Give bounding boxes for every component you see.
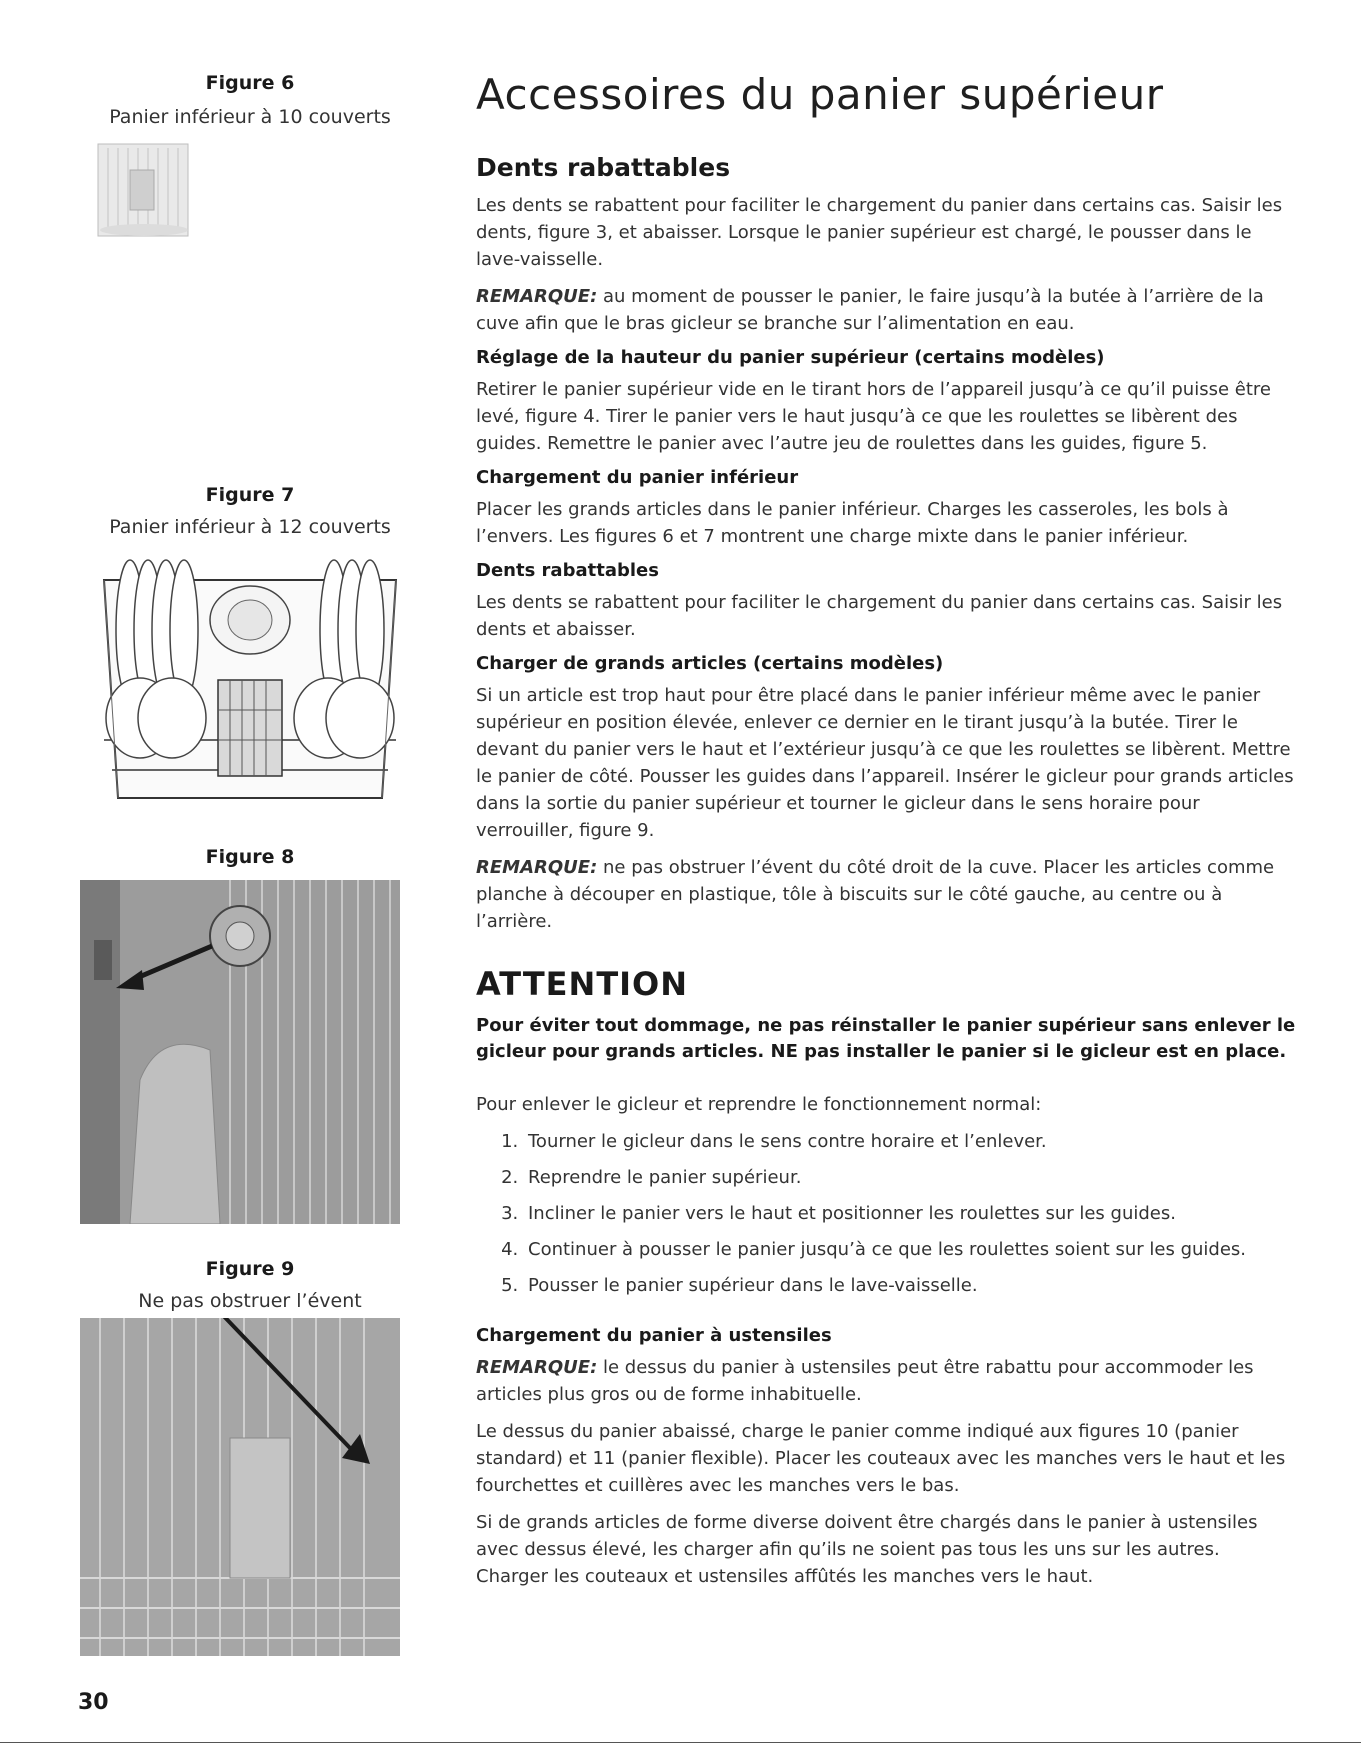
- remarque-paragraph: [476, 1354, 1296, 1408]
- remarque-label: REMARQUE:: [476, 857, 598, 878]
- remarque-paragraph: [476, 283, 1296, 337]
- figure-6-image: [96, 140, 192, 240]
- list-item: 5. Pousser le panier supérieur dans le lave-vaisselle.: [524, 1272, 1296, 1299]
- attention-warning: Pour éviter tout dommage, ne pas réinstaller le panier supérieur sans enlever le gicleur pour grands articles. NE pas installer le panier si le gicleur est en place.: [476, 1015, 1296, 1062]
- paragraph: Si un article est trop haut pour être placé dans le panier inférieur même avec le panier supérieur en position élevée, enlever ce dernier en le tirant jusqu’à la butée. Tirer le devant du panier vers le haut et l’extérieur jusqu’à ce que les roulettes se libèrent. Mettre le panier de côté. Pousser les guides dans l’appareil. Insérer le gicleur pour grands articles dans la sortie du panier supérieur et tourner le gicleur dans le sens horaire pour verrouiller, figure 9.: [476, 685, 1294, 841]
- remarque-label: REMARQUE:: [476, 1357, 598, 1378]
- figure-9-caption: Ne pas obstruer l’évent: [138, 1290, 362, 1312]
- paragraph: Les dents se rabattent pour faciliter le chargement du panier dans certains cas. Saisir les dents, figure 3, et abaisser. Lorsque le panier supérieur est chargé, le pousser dans le lave-vaisselle.: [476, 195, 1283, 270]
- figure-9-title: Figure 9: [205, 1258, 295, 1280]
- list-item: 3. Incliner le panier vers le haut et positionner les roulettes sur les guides.: [524, 1200, 1296, 1227]
- paragraph: Si de grands articles de forme diverse doivent être chargés dans le panier à ustensiles avec dessus élevé, les charger afin qu’ils ne soient pas tous les uns sur les autres. Charger les couteaux et ustensiles affûtés les manches vers le haut.: [476, 1512, 1258, 1587]
- remarque-label: REMARQUE:: [476, 286, 598, 307]
- list-item: 4. Continuer à pousser le panier jusqu’à ce que les roulettes soient sur les guides.: [524, 1236, 1296, 1263]
- page-title: Accessoires du panier supérieur: [476, 70, 1164, 119]
- page-number: 30: [78, 1690, 109, 1715]
- section-heading-chargement-panier-inferieur: Chargement du panier inférieur: [476, 467, 799, 488]
- section-heading-dents-rabattables-2: Dents rabattables: [476, 560, 659, 581]
- steps-list: [476, 1128, 1296, 1299]
- section-heading-panier-ustensiles: Chargement du panier à ustensiles: [476, 1325, 832, 1346]
- list-item: 1. Tourner le gicleur dans le sens contre horaire et l’enlever.: [524, 1128, 1296, 1155]
- section-heading-dents-rabattables: Dents rabattables: [476, 153, 731, 182]
- steps-intro: Pour enlever le gicleur et reprendre le fonctionnement normal:: [476, 1094, 1042, 1115]
- figure-9-image: [80, 1318, 400, 1656]
- remarque-text: le dessus du panier à ustensiles peut être rabattu pour accommoder les articles plus gros ou de forme inhabituelle.: [476, 1357, 1254, 1405]
- paragraph: Retirer le panier supérieur vide en le tirant hors de l’appareil jusqu’à ce qu’il puisse être levé, figure 4. Tirer le panier vers le haut jusqu’à ce que les roulettes se libèrent des guides. Remettre le panier avec l’autre jeu de roulettes dans les guides, figure 5.: [476, 379, 1271, 454]
- figure-7-caption: Panier inférieur à 12 couverts: [109, 516, 391, 538]
- remarque-paragraph: [476, 854, 1296, 935]
- figure-6-caption: Panier inférieur à 10 couverts: [109, 106, 391, 128]
- paragraph: Placer les grands articles dans le panier inférieur. Charges les casseroles, les bols à l’envers. Les figures 6 et 7 montrent une charge mixte dans le panier inférieur.: [476, 499, 1229, 547]
- paragraph: Le dessus du panier abaissé, charge le panier comme indiqué aux figures 10 (panier standard) et 11 (panier flexible). Placer les couteaux avec les manches vers le haut et les fourchettes et cuillères avec les manches vers le bas.: [476, 1421, 1286, 1496]
- attention-title: ATTENTION: [476, 965, 689, 1003]
- list-item: 2. Reprendre le panier supérieur.: [524, 1164, 1296, 1191]
- main-content: [476, 70, 1296, 1600]
- figure-7-image: [100, 540, 400, 808]
- bottom-rule: [0, 1742, 1361, 1743]
- remarque-text: au moment de pousser le panier, le faire jusqu’à la butée à l’arrière de la cuve afin que le bras gicleur se branche sur l’alimentation en eau.: [476, 286, 1264, 334]
- section-heading-grands-articles: Charger de grands articles (certains modèles): [476, 653, 944, 674]
- figure-8-image: [80, 880, 400, 1224]
- figure-7-title: Figure 7: [205, 484, 295, 506]
- section-heading-reglage-hauteur: Réglage de la hauteur du panier supérieur (certains modèles): [476, 347, 1105, 368]
- remarque-text: ne pas obstruer l’évent du côté droit de la cuve. Placer les articles comme planche à découper en plastique, tôle à biscuits sur le côté gauche, au centre ou à l’arrière.: [476, 857, 1275, 932]
- figure-8-title: Figure 8: [205, 846, 295, 868]
- figure-6-title: Figure 6: [205, 72, 295, 94]
- paragraph: Les dents se rabattent pour faciliter le chargement du panier dans certains cas. Saisir les dents et abaisser.: [476, 592, 1283, 640]
